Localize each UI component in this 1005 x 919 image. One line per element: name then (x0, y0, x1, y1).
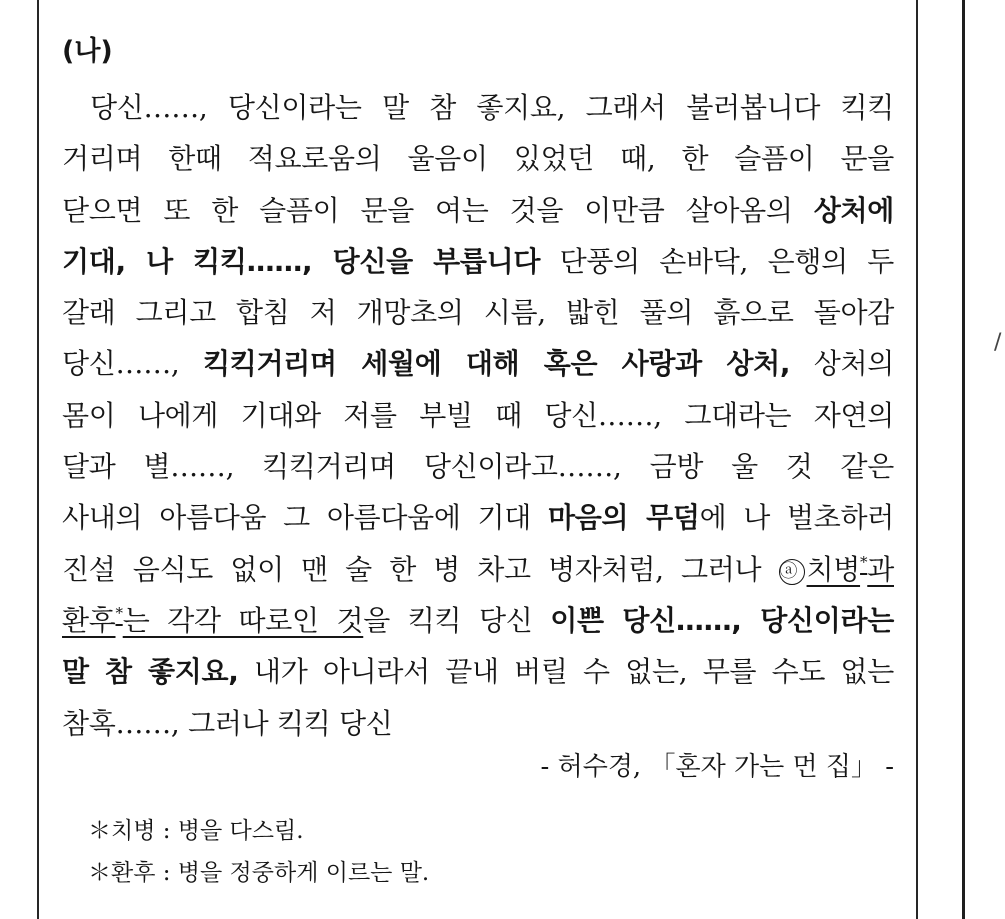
emphasized-text: 상처에 (813, 193, 894, 227)
poem-line (62, 338, 894, 389)
page-frame-right-rule (916, 0, 918, 919)
poem-text: 단풍의 손바닥, 은행의 두 (540, 244, 895, 278)
poem-text: 당신……, 당신이라는 말 참 좋지요, 그래서 불러봅니다 킥킥 (90, 91, 894, 124)
poem-text: 내가 아니라서 끝내 버릴 수 없는, 무를 수도 없는 (238, 655, 894, 689)
poem-line (62, 441, 894, 492)
poem-text: 사내의 아름다움 그 아름다움에 기대 (62, 501, 549, 535)
poem-text: 치병 (806, 552, 861, 586)
footnote-mark: * (860, 552, 868, 571)
footnotes (88, 810, 429, 894)
circled-marker-a: ⓐ (779, 559, 805, 585)
poem-line (62, 287, 894, 338)
page-frame-left-rule (37, 0, 39, 919)
footnote-hwanhu: ＊환후 : 병을 정중하게 이르는 말. (88, 860, 430, 886)
page-column-divider (962, 0, 965, 919)
poem-line (62, 698, 894, 749)
poem-text: 과 (867, 552, 894, 586)
poem-line (62, 185, 894, 236)
footnote-chibyeong: ＊치병 : 병을 다스림. (88, 818, 304, 844)
poem-text: 환후 (62, 603, 116, 637)
edge-bracket-mark: / (994, 330, 1002, 355)
poem-passage (62, 22, 894, 749)
poem-text: 상처의 (790, 347, 894, 381)
poem-line (62, 82, 894, 133)
poem-text: 달과 별……, 킥킥거리며 당신이라고……, 금방 울 것 같은 (62, 450, 894, 484)
poem-line (62, 646, 894, 697)
poem-text: 몸이 나에게 기대와 저를 부빌 때 당신……, 그대라는 자연의 (62, 398, 894, 432)
poem-text: 을 킥킥 당신 (363, 603, 551, 637)
section-label: (나) (62, 36, 113, 67)
poem-line (62, 595, 894, 646)
footnote-mark: * (115, 603, 123, 622)
emphasized-text: 이쁜 당신……, 당신이라는 (550, 603, 894, 637)
poem-line (62, 492, 894, 543)
poem-text: 에 나 벌초하러 (699, 501, 894, 535)
poem-text: 참혹……, 그러나 킥킥 당신 (62, 706, 393, 740)
poem-source: - 허수경, 「혼자 가는 먼 집」 - (540, 752, 894, 782)
poem-text: 당신……, (62, 347, 204, 381)
emphasized-text: 마음의 무덤 (548, 501, 700, 535)
poem-lines (62, 82, 894, 749)
emphasized-text: 말 참 좋지요, (62, 655, 239, 689)
poem-line (62, 544, 894, 595)
poem-text: 닫으면 또 한 슬픔이 문을 여는 것을 이만큼 살아옴의 (62, 193, 814, 227)
poem-line (62, 236, 894, 287)
poem-text: 갈래 그리고 합침 저 개망초의 시름, 밟힌 풀의 흙으로 돌아감 (62, 296, 894, 330)
poem-text: 진설 음식도 없이 맨 술 한 병 차고 병자처럼, 그러나 (62, 552, 779, 586)
poem-text: 는 각각 따로인 것 (122, 603, 364, 637)
poem-line (62, 133, 894, 184)
emphasized-text: 킥킥거리며 세월에 대해 혹은 사랑과 상처, (203, 347, 791, 381)
emphasized-text: 기대, 나 킥킥……, 당신을 부릅니다 (62, 244, 541, 278)
poem-text: 거리며 한때 적요로움의 울음이 있었던 때, 한 슬픔이 문을 (62, 142, 894, 176)
poem-line (62, 390, 894, 441)
